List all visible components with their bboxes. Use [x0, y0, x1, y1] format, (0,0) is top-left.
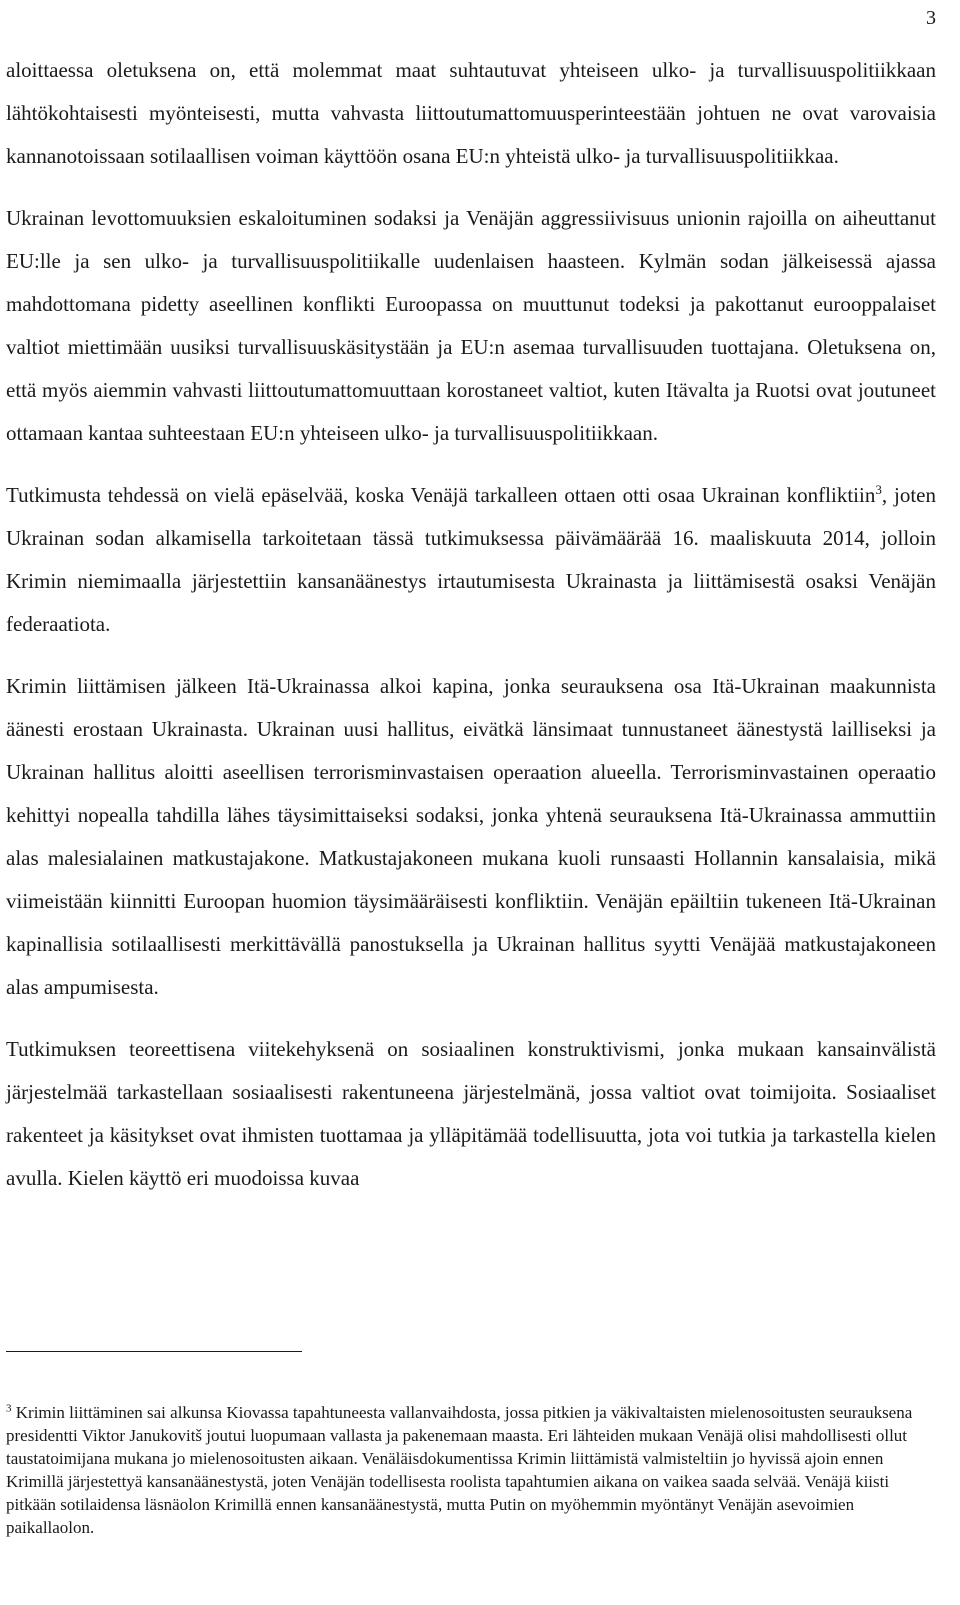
- footnote-marker: 3: [6, 1402, 12, 1415]
- footnote-divider: [6, 1351, 302, 1352]
- paragraph-1: aloittaessa oletuksena on, että molemmat maat suhtautuvat yhteiseen ulko- ja turvallisuuspolitiikkaan lähtökohtaisesti myönteisesti, mutta vahvasta liittoutumattomuusperinteestään johtuen ne ovat varovaisia kannanotoissaan sotilaallisen voiman käyttöön osana EU:n yhteistä ulko- ja turvallisuuspolitiikkaa.: [6, 58, 936, 168]
- page-number: 3: [926, 7, 936, 29]
- paragraph-2: Ukrainan levottomuuksien eskaloituminen sodaksi ja Venäjän aggressiivisuus unionin rajoilla on aiheuttanut EU:lle ja sen ulko- ja turvallisuuspolitiikalle uudenlaisen haasteen. Kylmän sodan jälkeisessä ajassa mahdottomana pidetty aseellinen konflikti Euroopassa on muuttunut todeksi ja pakottanut eurooppalaiset valtiot miettimään uusiksi turvallisuuskäsitystään ja EU:n asemaa turvallisuuden tuottajana. Oletuksena on, että myös aiemmin vahvasti liittoutumattomuuttaan korostaneet valtiot, kuten Itävalta ja Ruotsi ovat joutuneet ottamaan kantaa suhteestaan EU:n yhteiseen ulko- ja turvallisuuspolitiikkaan.: [6, 206, 936, 445]
- body-text: [6, 49, 936, 1219]
- paragraph-3-text-after: , joten Ukrainan sodan alkamisella tarkoitetaan tässä tutkimuksessa päivämäärää 16. maaliskuuta 2014, jolloin Krimin niemimaalla järjestettiin kansanäänestys irtautumisesta Ukrainasta ja liittämisestä osaksi Venäjän federaatiota.: [6, 483, 936, 636]
- footnote-reference[interactable]: 3: [875, 482, 882, 497]
- paragraph-5: Tutkimuksen teoreettisena viitekehyksenä on sosiaalinen konstruktivismi, jonka mukaan kansainvälistä järjestelmää tarkastellaan sosiaalisesti rakentuneena järjestelmänä, jossa valtiot ovat toimijoita. Sosiaaliset rakenteet ja käsitykset ovat ihmisten tuottamaa ja ylläpitämää todellisuutta, jota voi tutkia ja tarkastella kielen avulla. Kielen käyttö eri muodoissa kuvaa: [6, 1037, 936, 1190]
- paragraph-4: Krimin liittämisen jälkeen Itä-Ukrainassa alkoi kapina, jonka seurauksena osa Itä-Ukrainan maakunnista äänesti erostaan Ukrainasta. Ukrainan uusi hallitus, eivätkä länsimaat tunnustaneet äänestystä lailliseksi ja Ukrainan hallitus aloitti aseellisen terrorisminvastaisen operaation alueella. Terrorisminvastainen operaatio kehittyi nopealla tahdilla lähes täysimittaiseksi sodaksi, jonka yhtenä seurauksena Itä-Ukrainassa ammuttiin alas malesialainen matkustajakone. Matkustajakoneen mukana kuoli runsaasti Hollannin kansalaisia, mikä viimeistään kiinnitti Euroopan huomion täysimääräisesti konfliktiin. Venäjän epäiltiin tukeneen Itä-Ukrainan kapinallisia sotilaallisesti merkittävällä panostuksella ja Ukrainan hallitus syytti Venäjää matkustajakoneen alas ampumisesta.: [6, 674, 936, 999]
- paragraph-3: [6, 474, 936, 646]
- footnote: [6, 1401, 936, 1539]
- footnote-text: Krimin liittäminen sai alkunsa Kiovassa tapahtuneesta vallanvaihdosta, jossa pitkien ja väkivaltaisten mielenosoitusten seurauksena presidentti Viktor Janukovitš joutui luopumaan vallasta ja pakenemaan maasta. Eri lähteiden mukaan Venäjä olisi mahdollisesti ollut taustatoimijana mukana jo mielenosoitusten aikaan. Venäläisdokumentissa Krimin liittämistä valmisteltiin jo hyvissä ajoin ennen Krimillä järjestettyä kansanäänestystä, joten Venäjän todellisesta roolista tapahtumien aikana on vaikea saada selvää. Venäjä kiisti pitkään sotilaidensa läsnäolon Krimillä ennen kansanäänestystä, mutta Putin on myöhemmin myöntänyt Venäjän asevoimien paikallaolon.: [6, 1403, 913, 1537]
- paragraph-3-text-before: Tutkimusta tehdessä on vielä epäselvää, koska Venäjä tarkalleen ottaen otti osaa Ukrainan konfliktiin: [6, 483, 876, 507]
